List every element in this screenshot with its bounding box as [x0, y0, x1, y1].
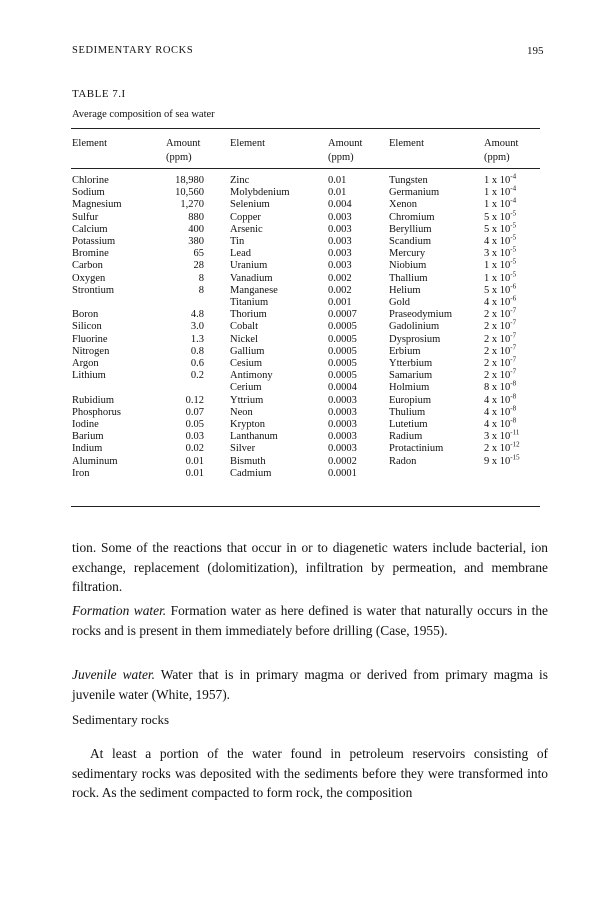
element-name: Mercury	[389, 248, 426, 260]
element-amount: 5 x $10^{-5}$	[484, 221, 517, 235]
element-name: Ytterbium	[389, 358, 433, 369]
element-amount: 0.0005	[328, 333, 357, 345]
element-name: Dysprosium	[389, 333, 441, 345]
element-amount: 0.0005	[328, 321, 357, 333]
element-name: Gallium	[230, 345, 265, 357]
element-name: Nickel	[230, 333, 258, 345]
element-name: Cerium	[230, 382, 262, 394]
element-amount: 1,270	[180, 199, 204, 211]
col-header-amount-2: Amount (ppm)	[328, 138, 363, 163]
element-amount: 9 x $10^{-15}$	[484, 453, 520, 467]
element-name: Fluorine	[72, 333, 108, 345]
element-amount: 0.0005	[328, 358, 357, 369]
element-name: Xenon	[389, 199, 417, 211]
element-amount: 0.0005	[328, 370, 357, 382]
element-name: Chromium	[389, 211, 435, 223]
element-amount: 2 x $10^{-12}$	[484, 440, 520, 455]
element-name: Holmium	[389, 382, 430, 394]
running-title: SEDIMENTARY ROCKS	[72, 45, 194, 56]
element-amount: 65	[193, 248, 204, 260]
element-amount: 8	[198, 272, 204, 284]
element-amount: 0.002	[328, 284, 352, 296]
element-amount: 2 x $10^{-7}$	[484, 331, 517, 345]
col-header-amount-1: Amount (ppm)	[166, 138, 201, 163]
element-amount: 0.01	[185, 467, 204, 479]
element-name: Helium	[389, 284, 421, 296]
element-amount: 8 x $10^{-8}$	[484, 379, 517, 394]
element-name: Erbium	[389, 345, 421, 357]
element-amount: 28	[193, 260, 204, 272]
element-name: Magnesium	[72, 199, 122, 211]
element-amount: 0.003	[328, 211, 352, 223]
paragraph-sedimentary-rocks: At least a portion of the water found in petroleum reservoirs consisting of sedimentary rocks was deposited with the sediments before they were transformed into rock. As the sediment compacted to form rock, the composition	[72, 746, 548, 801]
element-amount: 10,560	[175, 187, 204, 199]
section-heading: Sedimentary rocks	[72, 712, 170, 727]
element-name: Silver	[230, 443, 256, 455]
table-header-rule	[71, 168, 540, 169]
paragraph-formation-water: Formation water. Formation water as here defined is water that naturally occurs in the rocks and is present in them immediately before drilling (Case, 1955).	[72, 603, 548, 638]
element-amount: 0.03	[185, 431, 204, 443]
element-name: Beryllium	[389, 223, 432, 235]
table-number: TABLE 7.I	[72, 88, 126, 100]
element-amount: 0.004	[328, 199, 352, 211]
element-amount: 4 x $10^{-8}$	[484, 392, 517, 406]
table-bottom-rule	[71, 506, 540, 507]
element-name: Europium	[389, 394, 431, 406]
element-amount: 0.0003	[328, 419, 357, 430]
element-name: Strontium	[72, 284, 115, 296]
col-header-element-3: Element	[389, 138, 424, 149]
element-name: Silicon	[72, 321, 102, 333]
element-amount: 2 x $10^{-7}$	[484, 355, 517, 369]
element-amount: 0.0005	[328, 345, 357, 357]
element-amount: 3 x $10^{-11}$	[484, 428, 520, 443]
element-amount: 0.0003	[328, 443, 357, 455]
element-name: Iodine	[72, 419, 99, 430]
element-amount: 4 x $10^{-8}$	[484, 404, 517, 418]
element-amount: 0.0003	[328, 406, 357, 418]
element-amount: 0.0007	[328, 309, 357, 321]
element-name: Lead	[230, 248, 251, 260]
element-name: Thallium	[389, 272, 428, 284]
element-name: Yttrium	[230, 394, 264, 406]
element-amount: 4.8	[190, 309, 204, 321]
element-name: Radon	[389, 455, 417, 467]
element-name: Protactinium	[389, 443, 444, 455]
element-name: Selenium	[230, 199, 270, 211]
element-amount: 0.0002	[328, 455, 357, 467]
element-amount: 0.8	[190, 345, 204, 357]
element-name: Antimony	[230, 370, 273, 382]
element-name: Manganese	[230, 284, 278, 296]
element-name: Lutetium	[389, 419, 428, 430]
element-name: Thulium	[389, 406, 426, 418]
element-name: Krypton	[230, 419, 265, 430]
element-name: Aluminum	[72, 455, 118, 467]
juvenile-water-lead: Juvenile water.	[72, 667, 155, 682]
element-name: Tin	[230, 236, 245, 247]
element-amount: 0.003	[328, 236, 352, 247]
element-amount: 2 x $10^{-7}$	[484, 367, 517, 382]
element-amount: 0.02	[185, 443, 204, 455]
element-amount: 1 x $10^{-5}$	[484, 257, 517, 272]
element-amount: 1.3	[190, 333, 204, 345]
element-name: Bromine	[72, 248, 109, 260]
element-name: Zinc	[230, 175, 250, 186]
element-name: Titanium	[230, 297, 269, 308]
table-top-rule	[71, 128, 540, 129]
element-name: Carbon	[72, 260, 103, 272]
element-amount: 0.001	[328, 297, 352, 308]
element-amount: 0.6	[190, 358, 204, 369]
element-name: Neon	[230, 406, 253, 418]
element-amount: 0.0004	[328, 382, 357, 394]
element-amount: 0.0003	[328, 394, 357, 406]
element-amount: 8	[198, 284, 204, 296]
element-name: Bismuth	[230, 455, 266, 467]
element-name: Nitrogen	[72, 345, 110, 357]
element-amount: 0.07	[185, 406, 204, 418]
element-amount: 4 x $10^{-5}$	[484, 233, 517, 247]
element-name: Indium	[72, 443, 103, 455]
element-name: Samarium	[389, 370, 433, 382]
element-name: Oxygen	[72, 272, 106, 284]
element-name: Copper	[230, 211, 261, 223]
element-name: Calcium	[72, 223, 108, 235]
element-amount: 2 x $10^{-7}$	[484, 306, 517, 321]
element-name: Vanadium	[230, 272, 273, 284]
col-header-element-1: Element	[72, 138, 107, 149]
paragraph-continuation: tion. Some of the reactions that occur in or to diagenetic waters include bacterial, ion exchange, replacement (dolomitization), infiltration by permeation, and membrane filtration.	[72, 540, 548, 595]
element-amount: 0.05	[185, 419, 204, 430]
formation-water-lead: Formation water.	[72, 603, 167, 618]
element-amount: 3 x $10^{-5}$	[484, 245, 517, 260]
element-name: Radium	[389, 431, 423, 443]
col-header-amount-3: Amount (ppm)	[484, 138, 519, 163]
element-name: Cadmium	[230, 467, 272, 479]
element-name: Uranium	[230, 260, 268, 272]
element-amount: 4 x $10^{-6}$	[484, 294, 517, 308]
element-name: Niobium	[389, 260, 427, 272]
element-name: Potassium	[72, 236, 116, 247]
element-name: Gadolinium	[389, 321, 440, 333]
table-caption: Average composition of sea water	[72, 109, 215, 120]
element-name: Boron	[72, 309, 99, 321]
element-name: Phosphorus	[72, 406, 122, 418]
element-amount: 5 x $10^{-6}$	[484, 282, 517, 296]
element-name: Thorium	[230, 309, 267, 321]
element-name: Lithium	[72, 370, 106, 382]
element-amount: 0.003	[328, 223, 352, 235]
element-amount: 18,980	[175, 175, 204, 186]
element-amount: 0.12	[185, 394, 204, 406]
element-name: Chlorine	[72, 175, 109, 186]
element-name: Arsenic	[230, 223, 263, 235]
element-name: Barium	[72, 431, 104, 443]
element-name: Gold	[389, 297, 410, 308]
element-name: Sulfur	[72, 211, 99, 223]
col-header-element-2: Element	[230, 138, 265, 149]
element-amount: 0.01	[185, 455, 204, 467]
paragraph-juvenile-water: Juvenile water. Water that is in primary magma or derived from primary magma is juvenile water (White, 1957).	[72, 667, 548, 702]
element-name: Lanthanum	[230, 431, 278, 443]
element-amount: 5 x $10^{-5}$	[484, 209, 517, 223]
element-amount: 380	[188, 236, 204, 247]
element-amount: 4 x $10^{-8}$	[484, 416, 517, 430]
element-amount: 0.003	[328, 248, 352, 260]
element-amount: 1 x $10^{-5}$	[484, 270, 517, 284]
page-number: 195	[527, 45, 544, 57]
element-name: Cobalt	[230, 321, 258, 333]
element-amount: 2 x $10^{-7}$	[484, 343, 517, 357]
element-name: Sodium	[72, 187, 105, 199]
element-amount: 0.0003	[328, 431, 357, 443]
element-name: Scandium	[389, 236, 431, 247]
element-amount: 1 x $10^{-4}$	[484, 196, 517, 211]
element-amount: 400	[188, 223, 204, 235]
element-name: Cesium	[230, 358, 263, 369]
element-amount: 0.2	[190, 370, 204, 382]
element-amount: 0.0001	[328, 467, 357, 479]
element-amount: 880	[188, 211, 204, 223]
element-name: Tungsten	[389, 175, 428, 186]
element-amount: 2 x $10^{-7}$	[484, 318, 517, 333]
element-name: Praseodymium	[389, 309, 452, 321]
element-amount: 0.01	[328, 175, 347, 186]
element-amount: 1 x $10^{-4}$	[484, 172, 517, 186]
element-amount: 0.01	[328, 187, 347, 199]
element-name: Rubidium	[72, 394, 115, 406]
element-name: Iron	[72, 467, 90, 479]
element-name: Germanium	[389, 187, 440, 199]
element-amount: 0.002	[328, 272, 352, 284]
element-amount: 1 x $10^{-4}$	[484, 184, 517, 199]
element-name: Argon	[72, 358, 99, 369]
element-amount: 0.003	[328, 260, 352, 272]
element-name: Molybdenium	[230, 187, 290, 199]
element-amount: 3.0	[190, 321, 204, 333]
